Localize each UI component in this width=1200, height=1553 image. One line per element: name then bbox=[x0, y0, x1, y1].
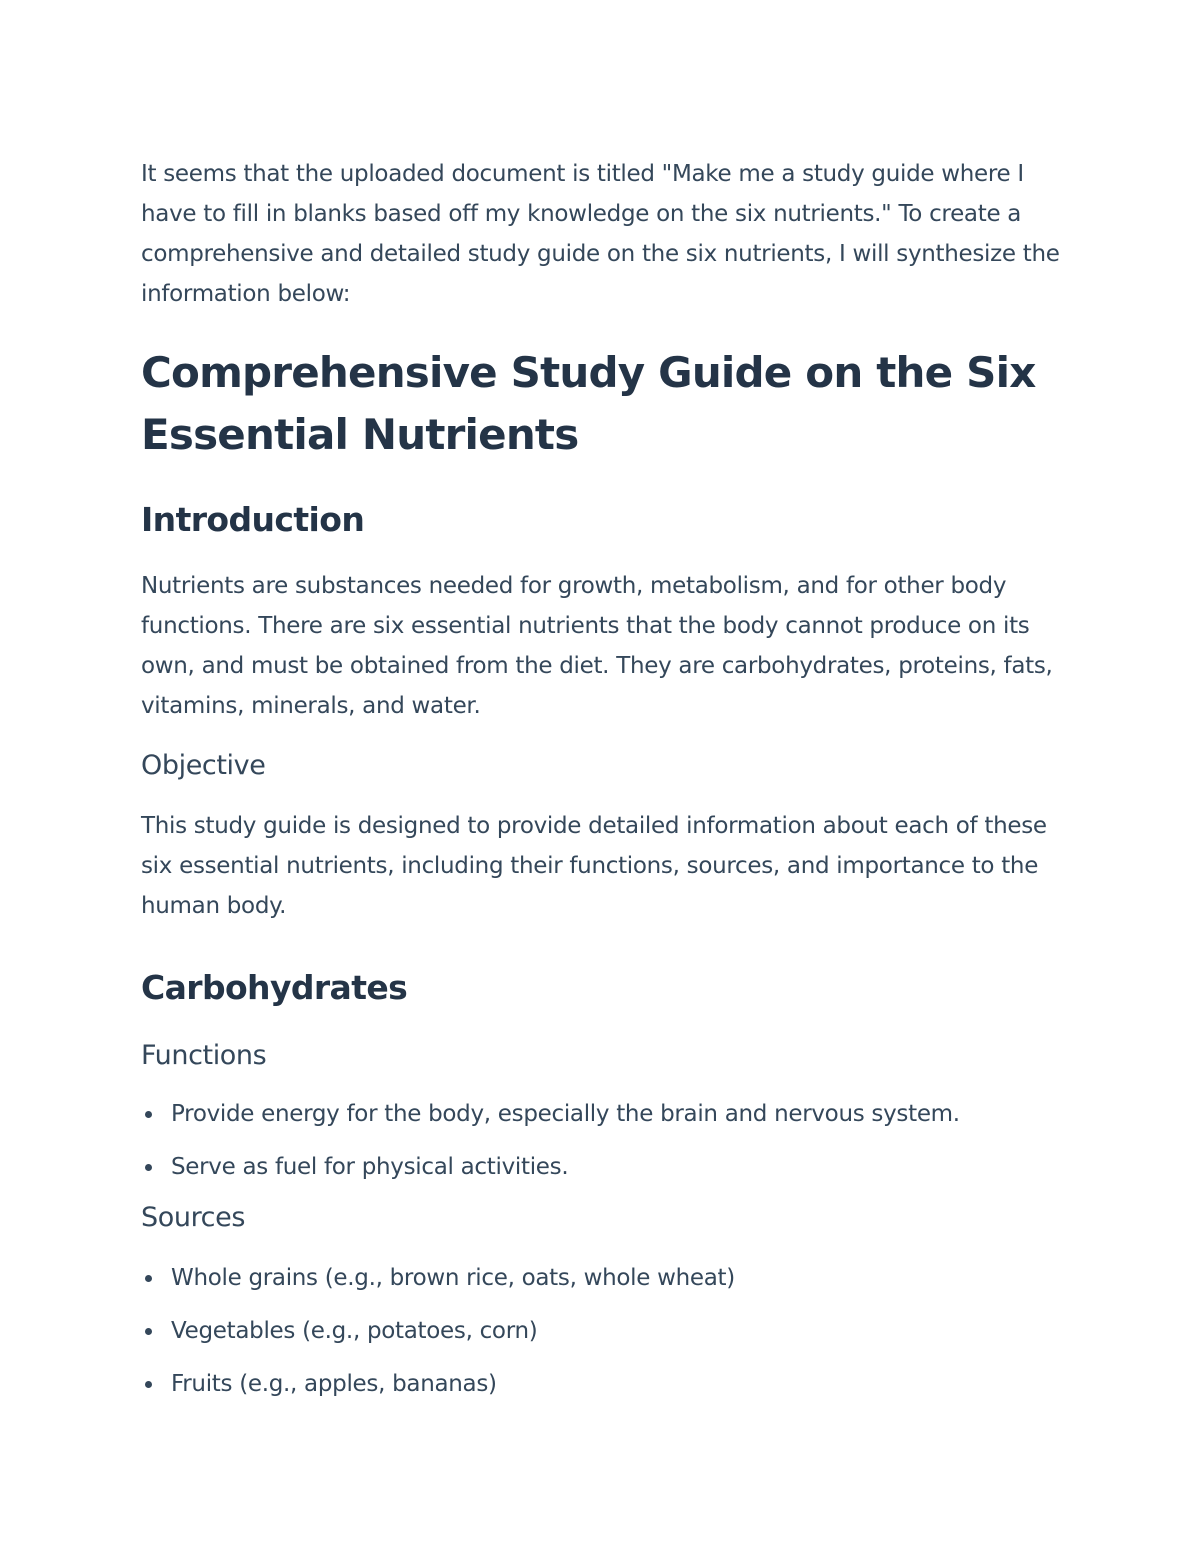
list-item bbox=[141, 1364, 1066, 1404]
list-item-text: Whole grains (e.g., brown rice, oats, whole wheat) bbox=[171, 1265, 735, 1291]
bullet-icon bbox=[145, 1111, 152, 1118]
bullet-icon bbox=[145, 1381, 152, 1388]
objective-heading: Objective bbox=[141, 750, 266, 781]
sources-heading: Sources bbox=[141, 1202, 246, 1233]
list-item-text: Fruits (e.g., apples, bananas) bbox=[171, 1371, 497, 1397]
document-page bbox=[141, 154, 1066, 1417]
list-item bbox=[141, 1258, 1066, 1298]
carbohydrates-heading: Carbohydrates bbox=[141, 968, 408, 1007]
list-item-text: Provide energy for the body, especially the brain and nervous system. bbox=[171, 1101, 960, 1127]
bullet-icon bbox=[145, 1164, 152, 1171]
list-item bbox=[141, 1147, 1066, 1187]
introduction-paragraph: Nutrients are substances needed for growth, metabolism, and for other body functions. There are six essential nutrients that the body cannot produce on its own, and must be obtained from the diet. They are carbohydrates, proteins, fats, vitamins, minerals, and water. bbox=[141, 573, 1053, 719]
functions-list bbox=[141, 1094, 1066, 1187]
document-title: Comprehensive Study Guide on the Six Essential Nutrients bbox=[141, 348, 1036, 459]
objective-paragraph: This study guide is designed to provide detailed information about each of these six essential nutrients, including their functions, sources, and importance to the human body. bbox=[141, 813, 1047, 919]
introduction-heading: Introduction bbox=[141, 500, 365, 539]
intro-paragraph: It seems that the uploaded document is titled "Make me a study guide where I have to fill in blanks based off my knowledge on the six nutrients." To create a comprehensive and detailed study guide on the six nutrients, I will synthesize the information below: bbox=[141, 161, 1060, 307]
functions-heading: Functions bbox=[141, 1040, 267, 1071]
list-item bbox=[141, 1311, 1066, 1351]
list-item-text: Vegetables (e.g., potatoes, corn) bbox=[171, 1318, 538, 1344]
sources-list bbox=[141, 1258, 1066, 1404]
list-item bbox=[141, 1094, 1066, 1134]
bullet-icon bbox=[145, 1275, 152, 1282]
list-item-text: Serve as fuel for physical activities. bbox=[171, 1154, 569, 1180]
bullet-icon bbox=[145, 1328, 152, 1335]
